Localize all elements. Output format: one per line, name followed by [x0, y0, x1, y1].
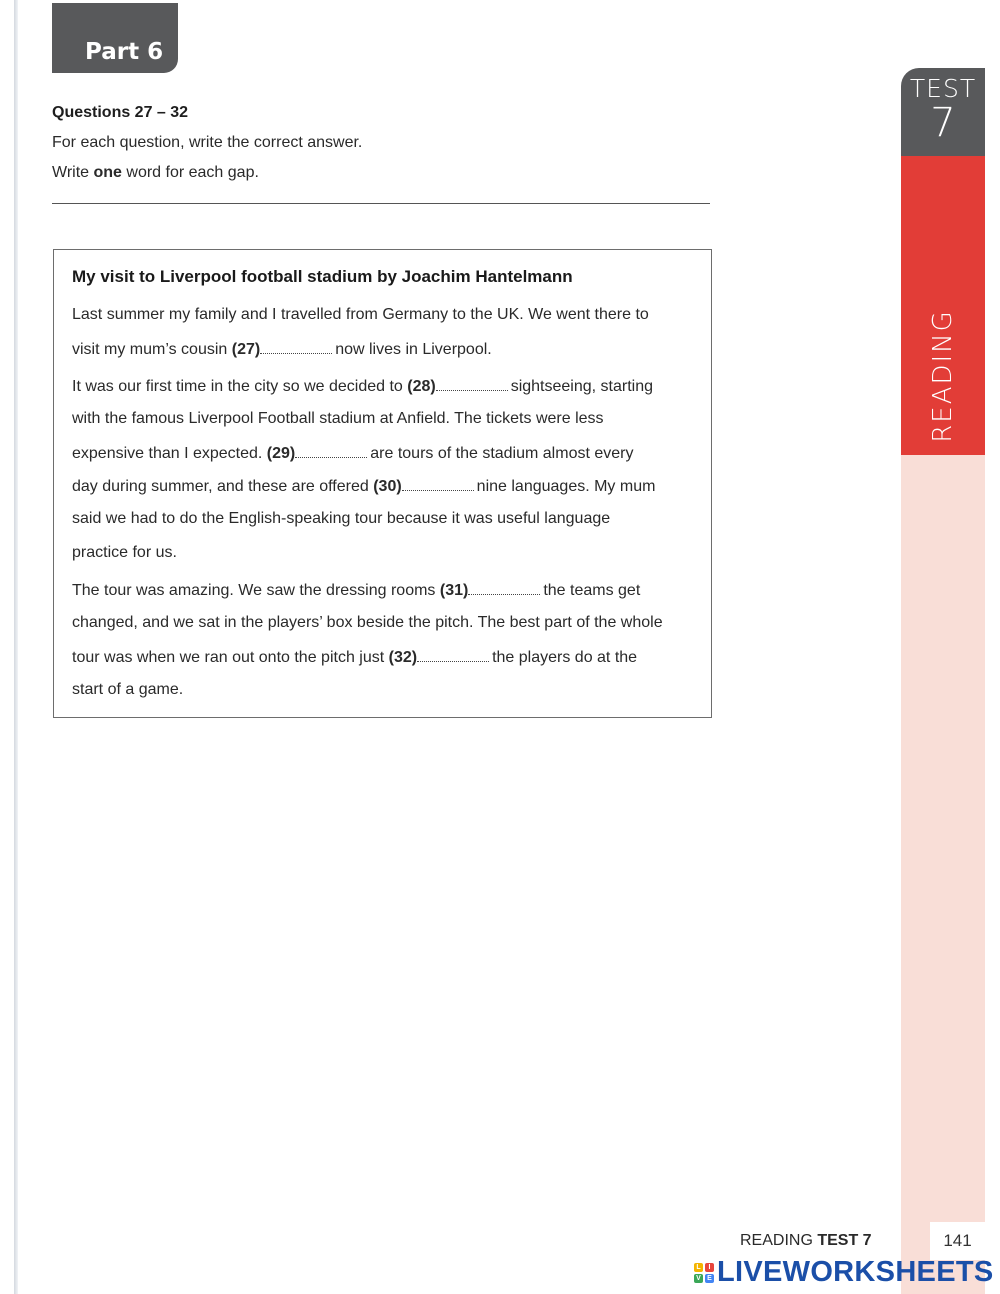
side-margin-band [901, 455, 985, 1294]
test-tab [901, 68, 985, 156]
passage-title: My visit to Liverpool football stadium by Joachim Hantelmann [72, 267, 573, 286]
section-label: READING [928, 309, 958, 443]
question-number-29: (29) [266, 445, 296, 462]
logo-text: LIVEWORKSHEETS [717, 1256, 994, 1288]
section-tab [901, 156, 985, 455]
instruction-line-1: For each question, write the correct answer. [52, 134, 363, 151]
answer-gap-27[interactable] [260, 340, 332, 354]
passage-line: said we had to do the English-speaking tour because it was useful language [72, 510, 611, 527]
test-label: TEST [909, 74, 977, 103]
liveworksheets-logo [694, 1256, 994, 1289]
passage-line: It was our first time in the city so we decided to (28) sightseeing, starting [72, 378, 654, 395]
section-divider [52, 203, 710, 204]
answer-gap-32[interactable] [417, 648, 489, 662]
passage-line: changed, and we sat in the players’ box beside the pitch. The best part of the whole [72, 614, 663, 631]
answer-gap-31[interactable] [468, 581, 540, 595]
page-edge-shadow [14, 0, 18, 1294]
question-number-31: (31) [439, 582, 469, 599]
part-label: Part 6 [52, 3, 178, 73]
answer-gap-30[interactable] [402, 477, 474, 491]
footer-label: READING TEST 7 [740, 1232, 872, 1249]
logo-grid-icon: L I V E [694, 1263, 714, 1283]
question-number-30: (30) [373, 478, 402, 495]
passage-line: Last summer my family and I travelled from Germany to the UK. We went there to [72, 306, 649, 323]
questions-heading: Questions 27 – 32 [52, 104, 189, 121]
answer-gap-28[interactable] [436, 377, 508, 391]
passage-line: tour was when we ran out onto the pitch just (32) the players do at the [72, 649, 638, 666]
passage-line: day during summer, and these are offered (30) nine languages. My mum [72, 478, 656, 495]
passage-box [53, 249, 712, 718]
passage-line: visit my mum’s cousin (27) now lives in Liverpool. [72, 341, 492, 358]
question-number-32: (32) [388, 649, 418, 666]
question-number-28: (28) [407, 378, 436, 395]
test-number: 7 [930, 100, 956, 146]
passage-line: with the famous Liverpool Football stadium at Anfield. The tickets were less [72, 410, 604, 427]
question-number-27: (27) [231, 341, 261, 358]
passage-line: start of a game. [72, 681, 184, 698]
answer-gap-29[interactable] [295, 444, 367, 458]
instruction-line-2: Write one word for each gap. [52, 164, 259, 181]
page-number: 141 [943, 1231, 972, 1250]
passage-line: The tour was amazing. We saw the dressing rooms (31) the teams get [72, 582, 641, 599]
passage-line: expensive than I expected. (29) are tours of the stadium almost every [72, 445, 634, 462]
passage-line: practice for us. [72, 544, 177, 561]
